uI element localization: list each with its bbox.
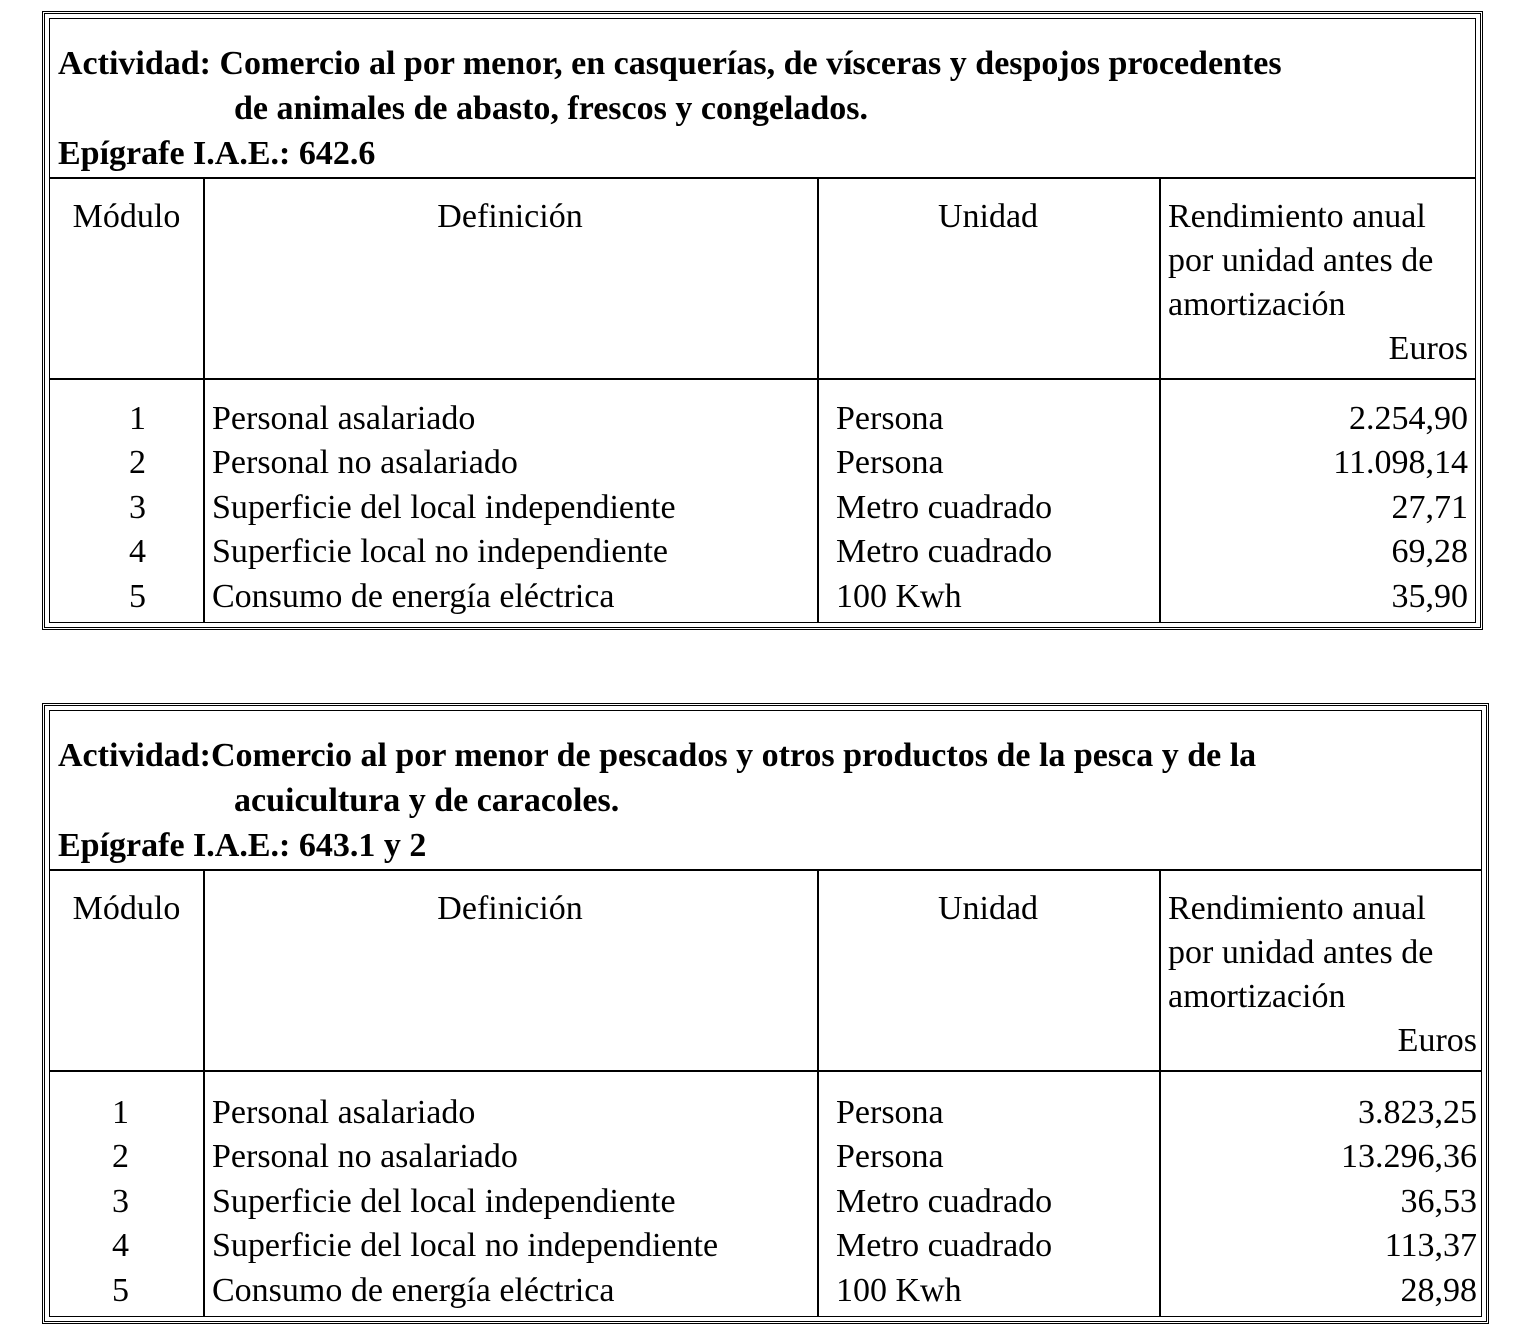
- row-5-unidad: 100 Kwh: [836, 578, 962, 615]
- activity-label: Actividad:: [58, 45, 211, 82]
- row-3-definicion: Superficie del local independiente: [212, 1183, 676, 1220]
- activity-header: [50, 711, 1481, 871]
- activity-header: [50, 19, 1475, 179]
- column-divider: [1159, 869, 1161, 1316]
- row-2-valor: 11.098,14: [1333, 444, 1468, 481]
- row-4-modulo: 4: [112, 1227, 129, 1264]
- row-4-valor: 69,28: [1391, 533, 1468, 570]
- row-5-unidad: 100 Kwh: [836, 1272, 962, 1309]
- activity-description: [58, 41, 1282, 131]
- row-5-modulo: 5: [129, 578, 146, 615]
- col-header-euros: Euros: [1388, 330, 1468, 367]
- col-header-modulo: Módulo: [72, 890, 181, 927]
- row-5-modulo: 5: [112, 1272, 129, 1309]
- row-1-unidad: Persona: [836, 400, 944, 437]
- column-divider: [203, 177, 205, 622]
- row-3-definicion: Superficie del local independiente: [212, 489, 676, 526]
- col-header-unidad: Unidad: [937, 890, 1039, 927]
- activity-text-line1: Comercio al por menor, en casquerías, de vísceras y despojos procedentes: [219, 45, 1282, 82]
- col-header-rendimiento-line3: amortización: [1168, 978, 1346, 1015]
- activity-description: [58, 733, 1256, 823]
- row-2-modulo: 2: [112, 1138, 129, 1175]
- activity-label: Actividad:: [58, 737, 211, 774]
- col-header-rendimiento-line3: amortización: [1168, 286, 1346, 323]
- row-5-definicion: Consumo de energía eléctrica: [212, 578, 615, 615]
- column-divider: [203, 869, 205, 1316]
- activity-text-line2: acuicultura y de caracoles.: [234, 782, 620, 819]
- col-header-euros: Euros: [1397, 1022, 1477, 1059]
- row-4-valor: 113,37: [1384, 1227, 1477, 1264]
- row-4-unidad: Metro cuadrado: [836, 1227, 1053, 1264]
- row-1-valor: 2.254,90: [1349, 400, 1468, 437]
- row-4-definicion: Superficie del local no independiente: [212, 1227, 719, 1264]
- table-inner-frame: [49, 710, 1482, 1317]
- row-3-modulo: 3: [112, 1183, 129, 1220]
- row-1-modulo: 1: [112, 1094, 129, 1131]
- row-1-modulo: 1: [129, 400, 146, 437]
- row-3-valor: 36,53: [1400, 1183, 1477, 1220]
- row-2-unidad: Persona: [836, 1138, 944, 1175]
- row-2-definicion: Personal no asalariado: [212, 444, 518, 481]
- epigrafe-label: Epígrafe I.A.E.: 642.6: [58, 135, 376, 172]
- row-2-valor: 13.296,36: [1341, 1138, 1477, 1175]
- epigrafe-label: Epígrafe I.A.E.: 643.1 y 2: [58, 827, 427, 864]
- row-3-unidad: Metro cuadrado: [836, 1183, 1053, 1220]
- row-4-definicion: Superficie local no independiente: [212, 533, 668, 570]
- row-1-definicion: Personal asalariado: [212, 1094, 476, 1131]
- row-1-unidad: Persona: [836, 1094, 944, 1131]
- row-3-modulo: 3: [129, 489, 146, 526]
- activity-text-line1: Comercio al por menor de pescados y otros productos de la pesca y de la: [211, 737, 1257, 774]
- col-header-rendimiento-line1: Rendimiento anual: [1168, 198, 1426, 235]
- row-5-valor: 28,98: [1400, 1272, 1477, 1309]
- column-divider: [817, 177, 819, 622]
- col-header-unidad: Unidad: [937, 198, 1039, 235]
- header-row-divider: [50, 1070, 1481, 1072]
- col-header-modulo: Módulo: [72, 198, 181, 235]
- row-5-valor: 35,90: [1391, 578, 1468, 615]
- row-4-modulo: 4: [129, 533, 146, 570]
- module-table-642-6: [42, 11, 1483, 630]
- col-header-rendimiento-line1: Rendimiento anual: [1168, 890, 1426, 927]
- module-table-643-1-2: [42, 703, 1489, 1324]
- table-inner-frame: [49, 18, 1476, 623]
- col-header-definicion: Definición: [437, 198, 583, 235]
- row-4-unidad: Metro cuadrado: [836, 533, 1053, 570]
- col-header-definicion: Definición: [437, 890, 583, 927]
- row-5-definicion: Consumo de energía eléctrica: [212, 1272, 615, 1309]
- column-divider: [817, 869, 819, 1316]
- column-divider: [1159, 177, 1161, 622]
- row-2-modulo: 2: [129, 444, 146, 481]
- row-2-unidad: Persona: [836, 444, 944, 481]
- col-header-rendimiento-line2: por unidad antes de: [1168, 934, 1434, 971]
- row-2-definicion: Personal no asalariado: [212, 1138, 518, 1175]
- col-header-rendimiento-line2: por unidad antes de: [1168, 242, 1434, 279]
- header-row-divider: [50, 378, 1475, 380]
- row-3-valor: 27,71: [1391, 489, 1468, 526]
- activity-text-line2: de animales de abasto, frescos y congelados.: [234, 90, 869, 127]
- row-3-unidad: Metro cuadrado: [836, 489, 1053, 526]
- row-1-valor: 3.823,25: [1358, 1094, 1477, 1131]
- row-1-definicion: Personal asalariado: [212, 400, 476, 437]
